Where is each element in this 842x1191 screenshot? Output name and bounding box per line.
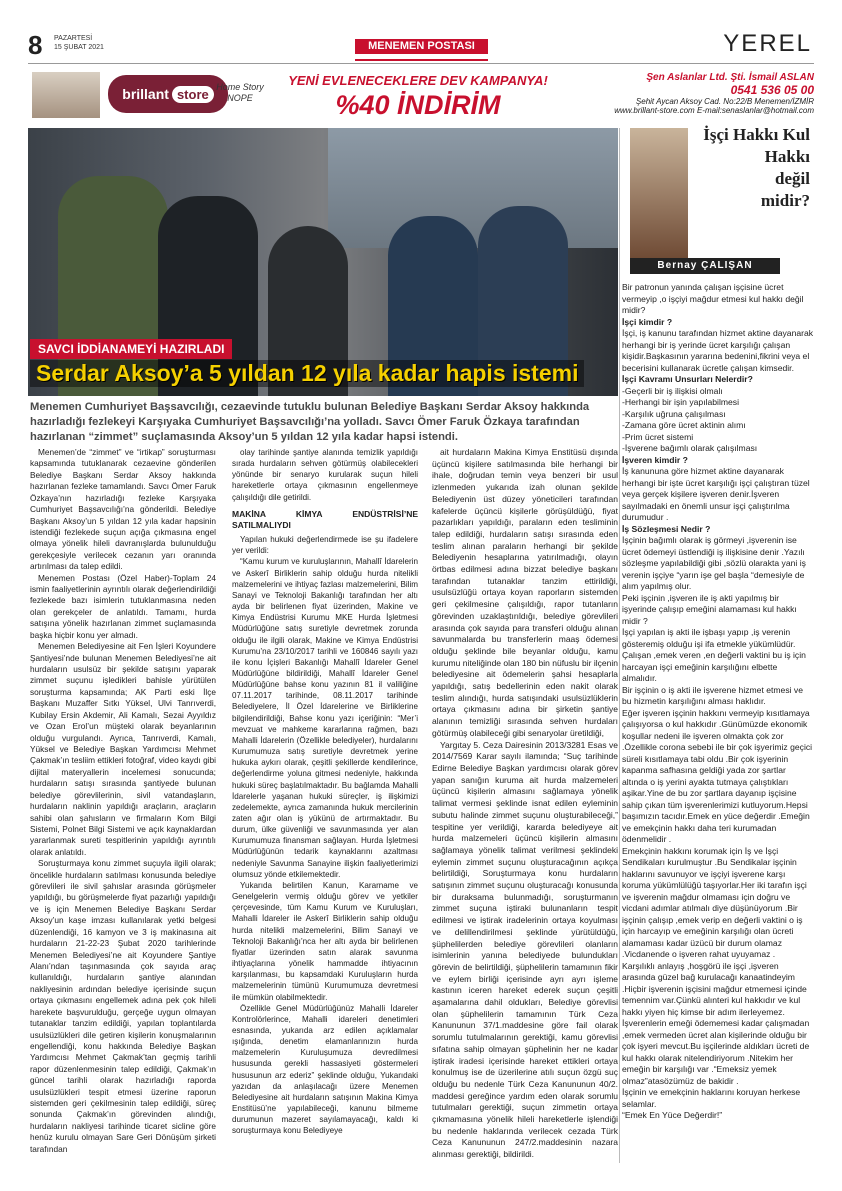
paragraph: Yapılan hukuki değerlendirmede ise şu ifadelere yer verildi: <box>232 535 418 556</box>
ad-home-story <box>210 82 270 104</box>
ad-company: Şen Aslanlar Ltd. Şti. İsmail ASLAN <box>646 72 814 83</box>
column-paragraph: İşçinin bağımlı olarak iş görmeyi ,işverenin ise ücret ödemeyi üstlendiği iş ilişkisine denir .Yazılı sözleşme yapılabildiği gibi ,sözlü olarakta yani iş verenin işçiye “yarın işe gel başla “demesiyle de alım yapılmış olur. <box>622 535 806 591</box>
ad-sofa-image <box>32 72 100 118</box>
column-paragraph: Karşılıklı anlayış ,hoşgörü ile işçi ,işveren arasında güzel bağ kurulacağı kanaatindeyim .Hiçbir işverenin işçisini mağdur etmemesi içinde temennim var.Çünkü alınteri kul hakkıdır ve kul hakkı yiyen hiç kimse bir adım ilerleyemez. <box>622 960 807 1017</box>
column-title-line: midir? <box>760 191 810 210</box>
column-subheading: İşçi kimdir ? <box>622 316 673 327</box>
paragraph: “Kamu kurum ve kuruluşlarının, Mahallî İdarelerin ve Askerî Birliklerin sahip olduğu hurda nitelikli malzemelerini ve ihtiyaç fazlası malzemelerini, Bilim Sanayi ve Teknoloji Bakanlığı tarafından her altı ayda bir belirlenen fiyat üzerinden, Makine ve Kimya Endüstrisi Kurumu MKE Hurda İşletmesi Müdürlüğüne satış suretiyle devretmek zorunda olduğu ile ilgili olarak, Makine ve Kimya Endüstrisi Kurumu’na 23/10/2017 tarihli ve 160846 sayılı yazı ile konu İçişleri Bakanlığı Mahallî İdareler Genel Müdürlüğüne bildirildiği, Mahallî İdareler Genel Müdürlüğüne bahse konu yazının 81 il valiliğine 07.11.2017 tarihinde, 08.11.2017 tarihinde Belediyelere, İl Özel İdarelerine ve Birliklerine bilgilendirildiği, Bahse konu yazı içeriğinin: “Mer’i mevzuat ve mahkeme kararlarına rağmen, bazı Mahalli İdarelerin (Özellikle belediyeler), hurdalarını Kurumumuza satış suretiyle devretmek yerine hukuka aykırı olarak, çeşitli şekillerde kendilerince, değerlendirme yoluna gitmesi nedeniyle, hakkında hukuki süreç başlatılmaktadır. Bu bağlamda Mahalli İdarelerle yaşanan hukuki süreçler, iş ilişkimizi zedelemekte, ayrıca zamanında hukuk mercilerinin zaten ağır olan iş yükünü de artırmaktadır. Bu durum, ülke güvenliği ve savunmasında yer alan Kurumumuza finansman sağlayan. Hurda İşletmesi Müdürlüğünün tedarik kaynaklarını azaltması nedeniyle Savunma Sanayine ilişkin faaliyetlerimizi olumsuz yönde etkilemektedir. <box>232 557 418 879</box>
ad-store-name: brillant <box>122 86 169 102</box>
paragraph: Menemen Postası (Özel Haber)-Toplam 24 ismin faaliyetlerinin ayrıntılı olarak değerlendirildiği fezlekede bazı isimlerin tutuklanmasına neden olan gerekçeler de anlatıldı. Tamamı, hurda satışına yönelik hazırlanan zimmet suçlamasında başka hiçbir konu yer almadı. <box>30 572 216 640</box>
ad-home-brand: NOPE <box>227 93 253 103</box>
column-title <box>665 124 810 212</box>
column-paragraph: -Prim ücret sistemi <box>622 431 694 442</box>
column-divider <box>619 128 620 1163</box>
column-paragraph: -Zamana göre ücret aktinin alımı <box>622 420 746 430</box>
column-paragraph: Bir işçinin o iş akti ile işverene hizmet etmesi ve bu hizmetin karşılığını alması haklıdır. <box>622 684 804 706</box>
masthead <box>355 39 488 61</box>
article-kicker: SAVCI İDDİANAMEYİ HAZIRLADI <box>30 339 232 359</box>
column-paragraph: İşçinin ve emekçinin haklarını koruyan herkese selamlar. <box>622 1087 801 1109</box>
ad-contact <box>554 72 814 115</box>
column-subheading: İşçi Kavramı Unsurları Nelerdir? <box>622 374 753 384</box>
page-number: 8 <box>28 30 43 60</box>
column-paragraph: -Geçerli bir iş ilişkisi olmalı <box>622 385 723 396</box>
ad-campaign: YENİ EVLENECEKLERE DEV KAMPANYA! <box>288 73 548 88</box>
paragraph: Özellikle Genel Müdürlüğünüz Mahalli İdareler Kontrolörlerince, Mahalli idareleri denetimleri esnasında, yukarıda arz edilen açıklamalar ışığında, denetim elamanlarınızın hurda malzemelerin Kurulușumuza devredilmesi hususunda gerekli hassasiyeti göstermeleri hususunun arz ederiz” şeklinde olduğu, Yukarıdaki yazıdan da anlaşılacağı üzere Menemen Belediyesine ait hurdaların satışının Makina Kimya Enstitüsü’ne yapılabileceği, kanunu bilmeme durumunun mazeret sayılamayacağı, kaldı ki soruşturmaya konu Belediyeye <box>232 1003 418 1136</box>
subheading: MAKİNA KİMYA ENDÜSTRİSİ’NE SATILMALIYDI <box>232 508 418 530</box>
column-paragraph: Bir patronun yanında çalışan işçisine ücret vermeyip ,o işçiyi mağdur etmesi kul hakkı değil midir? <box>622 282 804 315</box>
paper-logo: MENEMEN POSTASI <box>355 39 488 54</box>
header-divider <box>28 63 814 64</box>
paragraph: Menemen’de “zimmet” ve “irtikap” soruşturması kapsamında tutuklanarak cezaevine gönderilen Belediye Başkanı Serdar Aksoy hakkında hazırlanan fezleke tamamlandı. Savcı Ömer Faruk Özkaya’nın hazırladığı fezleke Karşıyaka Cumhuriyet Başsavcılığı’na gönderildi. Belediye Başkanı Aksoy’un 5 yıldan 12 yıla kadar hapsinin istendiği fezlekede suçun açığa çıkmasına engel olmaya yönelik hileli davranışlarda bulunulduğu gerekçesiyle verilecek cezanın yarı oranında artırılması da talep edildi. <box>30 447 216 572</box>
paragraph: Soruşturmaya konu zimmet suçuyla ilgili olarak; öncelikle hurdaların satılması konusunda belediye görevlileri ile sivil şahıslar arasında görüşmeler yapıldığı, bu görüşmelerde fiyat pazarlığı yapıldığı ve iş için Menemen Belediye Başkanı Serdar Aksoy’un kaşe imzası kullanılarak yetki belgesi düzenlendiği, 16 kamyon ve 3 iş makinasına ait hurdaların 21-22-23 Şubat 2020 tarihlerinde Menemen Belediyesi’ne ait Koyundere Şantiye Alanı’ndan taşınmasında çok sayıda araç kullanıldığı, hurdaların şantiye alanından nakliyesinin ardından belediye içerisinde suçun ortaya çıkmasını engellemek adına pek çok hileli harekete başvurulduğu, gerçeğe uygun olmayan tutanaklar tanzim edildiği, yapılan toplantılarda usulsüzlükleri dile getiren kişilerin konuşmalarının engellendiği, konu hakkında Belediye Başkan Yardımcısı Mehmet Çakmak’tan geçmiş tarihli rapor düzenlenmesinin talep edildiği, Çakmak’ın güncel tarihli olarak hazırladığı raporda usulsüzlükleri tespit etmesi üzerine raporun sistemden geri çekilmesinin talep edildiği, süreç sonunda Çakmak’ın görevinden alındığı, hurdaların nakliyesi tarihinde ticaret sicline göre henüz kurulu olmayan Sare Geri Dönüşüm şirketi tarafından <box>30 858 216 1154</box>
ad-discount: %40 İNDİRİM <box>335 90 501 120</box>
column-paragraph: Eğer işveren işçinin hakkını vermeyip kısıtlamaya çalışıyorsa o kul hakkıdır .Günümüzde ekonomik koşullar nedeni ile işveren olmakta çok zor .Özellikle corona sebebi ile bir çok işyerimiz geçici süreli kısıtlamaya tabi oldu .Bir çok işyerinin kapanma safhasına geldiği yada zor şartlar altında o iş yerini ayakta tutmaya çalıştıkları aşikar.Yine de bu zor şartlara dayanıp işçisine sahip çıkan tüm işverenlerimizi kutluyorum.Hepsi başımızın tacıdır.Emek en yüce değerdir .Emeğin ve emekçinin hakkı daha teri kurumadan ödenmelidir . <box>622 707 813 844</box>
column-title-line: değil <box>775 169 810 188</box>
issue-date <box>54 34 104 52</box>
paragraph: ait hurdaların Makina Kimya Enstitüsü dışında üçüncü kişilere satılmasında bile herhangi bir ihale, doğrudan temin veya benzeri bir usul izlenmeden yukarıda izah olunan şekilde Belediyenin üst düzey yöneticileri tarafından kafelerde üçüncü kişilerle görüşüldüğü, fiyat pazarlıkları yapıldığı, paraların eden tesliminin talep edildiği, hurdaların satışı sırasında eden teslim alınan paraların herhangi bir şekilde Belediyenin hesaplarına yatırılmadığı, olayın örtbas edilmesi adına bizzat belediye başkanı tarafından tutanaklar tanzim ettirildiği, usulsüzlüğü ortaya koyan raporların sistemden geri çekilmesine çalışıldığı, rapor tutanların görevinden uzaklaştırıldığı, belediye görevlileri arasında çok sayıda para transferi olduğu alınan savunmalarda bu transferlerin maaş ödemesi olduğu şeklinde bile beyanlar olduğu, kamu kurumu niteliğinde olan 180 bin nüfuslu bir ilçenin belediyesine ait ödemelerin şahsi hesaplarla yapıldığı, satış bedellerinin eden nakit olarak teslim alındığı, hurda satışındaki usulsüzlüklerin ortaya çıkmasını adına bir şirketin şantiye alanının temizliği sırasında sehven hurdaları götürmüş olabileceği gibi senaryolar üretildiği, <box>432 447 618 738</box>
column-paragraph: Emekçinin hakkını korumak için İş ve İşçi Sendikaları kurulmuştur .Bu Sendikalar işçinin haklarını savunuyor ve işçiyi işverene karşı koruma yükümlülüğü taşıyorlar.Her iki tarafın işçi ve işverenin mağdur olmaması için doğru ve vicdani adımlar atılmalı diye düşünüyorum .Bir işçinin çalışıp ,emek verip en değerli vaktini o iş için harcayıp ve emeğinin karşılığı olan ücreti alamaması kadar üzücü bir durum olamaz .Vicdanende o işveren rahat uyuyamaz . <box>622 845 807 959</box>
section-title: YEREL <box>723 30 812 57</box>
article-column-2 <box>232 447 418 1137</box>
ad-home-story-label: Home Story <box>216 82 264 92</box>
paragraph: olay tarihinde şantiye alanında temizlik yapıldığı sırada hurdaların sehven götürmüş olabilecekleri yönünde bir senaryo kurularak suçun hileli hareketlerle ortaya çıkmasının engellenmeye çalışıldığı dile getirildi. <box>232 448 418 502</box>
column-title-line: Hakkı <box>764 147 810 166</box>
column-paragraph: İşçi yapılan iş akti ile işbaşı yapıp ,iş verenin gösteremiş olduğu işi ifa etmekle yükümlüdür. Çalışan ,emek veren ,en değerli vaktini bu iş için harcayan işçi emeğinin karşılığını elbette almalıdır. <box>622 627 806 683</box>
photo-building <box>328 128 618 248</box>
advertisement <box>28 68 814 122</box>
article-headline: Serdar Aksoy’a 5 yıldan 12 yıla kadar hapis istemi <box>30 360 584 387</box>
column-title-line: İşçi Hakkı Kul <box>703 125 810 144</box>
article-column-3 <box>432 447 618 1161</box>
column-paragraph: “Emek En Yüce Değerdir!” <box>622 1110 723 1120</box>
column-paragraph: İş kanununa göre hizmet aktine dayanarak herhangi bir işte ücret karşılığı işçi çalıştıran tüzel veya gerçek kişilere işveren denir.İşveren sayılmadaki en önemli unsur işçi çalıştırılma durumudur . <box>622 466 810 522</box>
paragraph: Menemen Belediyesine ait Fen İşleri Koyundere Şantiyesi’nde bulunan Menemen Belediyesi’ne ait hurdaların usulsüz bir şekilde satışını yaparak zimmet suçunu işledikleri bahisle yürütülen soruşturma kapsamında; AK Parti eski İlçe Başkanı Muzaffer Sıtkı Yüksel, Ulvi Tanrıverdi, Kubilay Ersin Akdemir, Ali Kamalı, Sezai Ayyıldız ve Ozan Erol’un müşteki olarak beyanlarının olduğu vurgulandı. Ayrıca, Tanrıverdi, Kamalı, Yüksel ve Belediye Başkan Yardımcısı Mehmet Çakmak’ın tesliim ettikleri fotoğraf, video kaydı gibi dijital materyallerin incelemesi sonucunda; hurdaların satışı sırasında şantiyede bulunan belediye görevlilerinin, sivil vatandaşların, hurdaların naklinin yapıldığı araçların, araçların sahibi olan şahısların ve firmaların Kom Bilgi Sistemi, Polnet Bilgi Sistemi ve açık kaynaklardan yararlanmak sureti tespitlerinin yapıldığı ayrıntılı olarak anlatıldı. <box>30 641 216 857</box>
column-paragraph: İşverenlerin emeği ödememesi kadar çalışmadan ,emek vermeden ücret alan kişilerinde olduğu bir çok işyeri mevcut.Bu işçilerinde aldıkları ücreti de kul hakkı olarak nitelendiriyorum .Nitekim her emeğin bir karşılığı var .“Emeksiz yemek olmaz”atasözümüz de bakidir . <box>622 1018 810 1086</box>
column-paragraph: -Herhangi bir işin yapılabilmesi <box>622 397 740 407</box>
column-paragraph: -İşverene bağımlı olarak çalışılması <box>622 443 758 453</box>
paragraph: Yukarıda belirtilen Kanun, Kararname ve Genelgelerin vermiş olduğu görev ve yetkiler çerçevesinde, tüm Kamu Kurum ve Kuruluşları, Mahalli İdareler ile Askerî Birliklerin sahip olduğu hurda nitelikli malzemelerini, Bilim Sanayi ve Teknoloji Bakanlığı’nca her altı ayda bir belirlenen fiyatlar üzerinden satın alarak savunma ihtiyaçlarına yönelik hammadde ihtiyacının karşılanması, bu kapsamdaki Kuruluşların hurda malzemelerinin tümünü Kurumumuza devretmesi ile mümkün olabilmektedir. <box>232 880 418 1002</box>
article-lead: Menemen Cumhuriyet Başsavcılığı, cezaevinde tutuklu bulunan Belediye Başkanı Serdar Aksoy hakkında hazırladığı fezlekeyi Karşıyaka Cumhuriyet Başsavcılığı’na yolladı. Savcı Ömer Faruk Özkaya tarafından hazırlanan “zimmet” suçlamasında Aksoy’un 5 yıldan 12 yıla kadar hapsi istendi. <box>30 401 590 443</box>
ad-address: Şehit Aycan Aksoy Cad. No:22/B Menemen/İZMİR <box>635 97 814 106</box>
column-body <box>622 282 814 1122</box>
column-subheading: İşveren kimdir ? <box>622 454 688 465</box>
issue-date-text: 15 ŞUBAT 2021 <box>54 44 104 51</box>
issue-day: PAZARTESİ <box>54 35 93 42</box>
paragraph: Yargıtay 5. Ceza Dairesinin 2013/3281 Esas ve 2014/7569 Karar sayılı ilamında; “Suç tarihinde Edirne Belediye Başkan yardımcısı olarak görev yapan sanığın kuruma ait hurda malzemeleri üçüncü kişilerin almasını sağlamaya yönelik talimat vermesi şeklinde isnat edilen eyleminin subutu halinde zimmet suçunu oluşturabileceği,” tespitine yer verildiği, kararda belediyeye ait hurda malzemeleri üçüncü kişilerin almasını sağlamaya yönelik talimat verilmesi şeklindeki eylemin zimmet suçunu oluşturacağının açıkça belirtildiği, Soruşturmaya konu hurdaların satışının zimmet suçunu oluşturacağı konusunda bir duraksama bulunmadığı, soruşturmanın zimmet suçuna iştiraki bulunanların tespit edilmesi ve iştirak iradelerinin ortaya koyulması ve delillendirilmesi şeklinde yürütüldüğü, şüphelilerden belediye görevlileri olanların isimlerinin yanına belediyede bulundukları görevin de belirtildiği, şüphelilerin tamamının fikir ve eylem birliği içerisinde ayrı ayrı işleme kastının iceren hareket ederek suçun çeşitli aşamalarına dahil oldukları, Belediye görevlisi olan şüphelilerin tamamının Türk Ceza Kanununun 37/1.maddesine göre fail olarak sorumlu tutulmalarının gerektiği, kamu görevlisi sıfatına sahip olmayan şüphelinin her ne kadar iştirak iradesi içerisinde hareket ettikleri ortaya konulmuş ise de üzerilerine atılı suçun özgü suç olduğu bu nedenle Türk Ceza Kanununun 40/2. maddesi gereğince yardım eden olarak sorumlu tutulmaları gerektiği, suçun zimmetin ortaya çıkmamasına yönelik hileli hareketlerle işlendiği bu nedenle haklarında verilecek cezada Türk Ceza Kanununun 247/2.maddesinin nazara alınması gerektiği, bildirildi. <box>432 739 618 1160</box>
column-paragraph: İşçi, iş kanunu tarafından hizmet aktine dayanarak herhangi bir iş yerinde ücret karşılığı çalışan kişidir.Başkasının yararına bedenini,fikrini veya el becerisini kullanarak ücretle çalışan kimsedir. <box>622 328 814 373</box>
author-name: Bernay ÇALIŞAN <box>630 258 780 274</box>
ad-web: www.brillant-store.com E-mail:senaslanlar@hotmail.com <box>614 106 814 115</box>
column-paragraph: -Karşılık uğruna çalışılması <box>622 408 726 419</box>
column-paragraph: Peki işçinin ,işveren ile iş akti yapılmış bir işyerinde çalışıp emeğini alamaması kul hakkı midir ? <box>622 592 797 626</box>
ad-store-suffix: store <box>172 86 214 103</box>
article-column-1 <box>30 447 216 1155</box>
ad-phone: 0541 536 05 00 <box>730 83 814 97</box>
column-subheading: İş Sözleşmesi Nedir ? <box>622 523 711 534</box>
